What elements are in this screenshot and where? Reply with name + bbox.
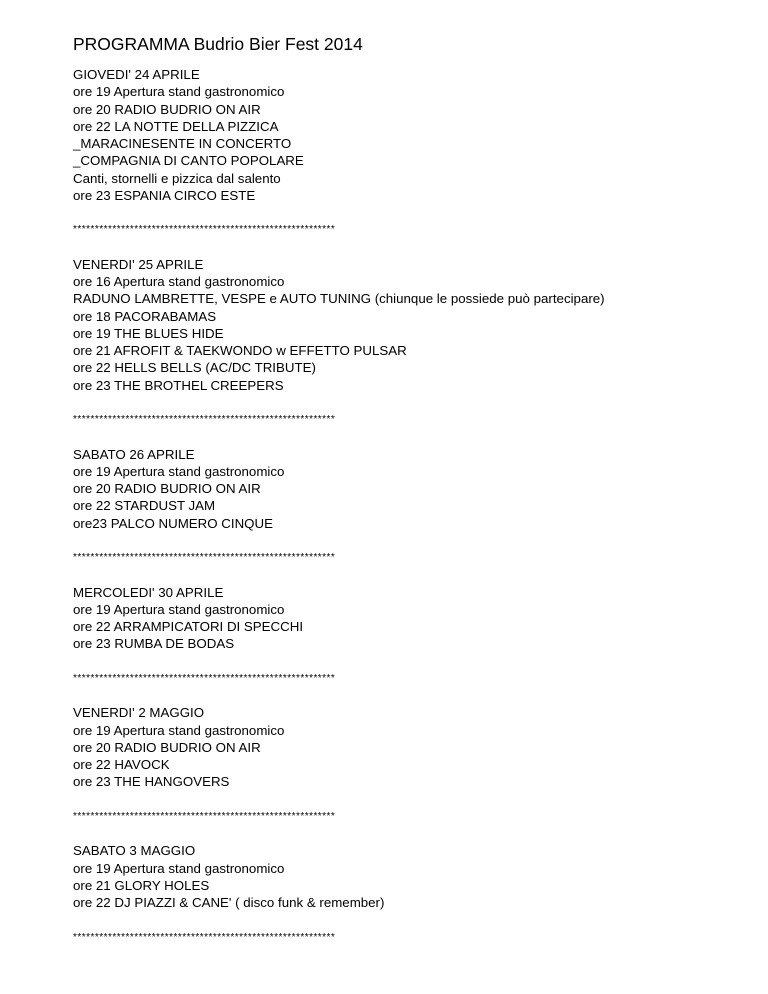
schedule-line: ore 22 ARRAMPICATORI DI SPECCHI [73, 619, 304, 634]
schedule-line: ore 18 PACORABAMAS [73, 308, 217, 324]
day-heading: SABATO 26 APRILE [73, 446, 195, 462]
schedule-line: ore 23 RUMBA DE BODAS [73, 636, 235, 652]
schedule-line: ore 19 THE BLUES HIDE [73, 325, 224, 341]
schedule-line: ore 23 ESPANIA CIRCO ESTE [73, 187, 256, 203]
day-section-venerdi-25-aprile [73, 256, 753, 394]
schedule-line: ore 19 Apertura stand gastronomico [73, 601, 285, 617]
blank-line [73, 566, 753, 583]
day-section-sabato-26-aprile [73, 446, 753, 532]
day-heading: MERCOLEDI' 30 APRILE [73, 584, 224, 600]
separator-line: ************************************************************ [73, 224, 336, 236]
schedule-line: ore 22 HELLS BELLS (AC/DC TRIBUTE) [73, 360, 316, 376]
separator-line: ************************************************************ [73, 414, 336, 425]
blank-line [73, 394, 753, 411]
schedule-line: _COMPAGNIA DI CANTO POPOLARE [73, 153, 304, 169]
separator-line: ************************************************************ [73, 672, 336, 684]
blank-line [73, 911, 753, 928]
schedule-line: ore 22 DJ PIAZZI & CANE' ( disco funk & remember) [73, 895, 385, 910]
blank-line [73, 653, 753, 670]
blank-line [73, 532, 753, 549]
document-page [73, 34, 753, 946]
schedule-line: ore 16 Apertura stand gastronomico [73, 274, 285, 289]
schedule-line: ore 19 Apertura stand gastronomico [73, 860, 285, 876]
day-section-mercoledi-30-aprile [73, 584, 753, 653]
schedule-line: ore 21 AFROFIT & TAEKWONDO w EFFETTO PULSAR [73, 343, 407, 358]
schedule-line: ore 22 STARDUST JAM [73, 498, 216, 514]
schedule-line: ore 21 GLORY HOLES [73, 877, 210, 893]
day-section-venerdi-2-maggio [73, 704, 753, 790]
day-heading: SABATO 3 MAGGIO [73, 843, 196, 859]
blank-line [73, 825, 753, 842]
schedule-line: ore 23 THE BROTHEL CREEPERS [73, 377, 284, 393]
schedule-line: ore 20 RADIO BUDRIO ON AIR [73, 481, 261, 496]
blank-line [73, 239, 753, 256]
document-title: PROGRAMMA Budrio Bier Fest 2014 [73, 34, 363, 54]
schedule-line: ore23 PALCO NUMERO CINQUE [73, 515, 273, 531]
day-heading: GIOVEDI' 24 APRILE [73, 67, 200, 82]
day-heading: VENERDI' 25 APRILE [73, 256, 204, 272]
schedule-line: ore 23 THE HANGOVERS [73, 774, 230, 790]
separator-line: ************************************************************ [73, 810, 336, 822]
day-section-giovedi-24-aprile [73, 66, 753, 204]
schedule-line: ore 19 Apertura stand gastronomico [73, 722, 285, 738]
blank-line [73, 687, 753, 704]
schedule-line: Canti, stornelli e pizzica dal salento [73, 170, 281, 186]
separator-line: ************************************************************ [73, 931, 336, 943]
schedule-line: ore 19 Apertura stand gastronomico [73, 84, 285, 100]
schedule-line: ore 20 RADIO BUDRIO ON AIR [73, 739, 261, 755]
separator-line: ************************************************************ [73, 552, 336, 563]
schedule-line: ore 20 RADIO BUDRIO ON AIR [73, 101, 261, 117]
schedule-line: ore 22 LA NOTTE DELLA PIZZICA [73, 118, 279, 134]
schedule-line: RADUNO LAMBRETTE, VESPE e AUTO TUNING (chiunque le possiede può partecipare) [73, 291, 605, 307]
schedule-line: ore 19 Apertura stand gastronomico [73, 463, 285, 479]
blank-line [73, 791, 753, 808]
blank-line [73, 204, 753, 221]
day-section-sabato-3-maggio [73, 842, 753, 911]
blank-line [73, 428, 753, 445]
schedule-line: ore 22 HAVOCK [73, 757, 170, 772]
schedule-line: _MARACINESENTE IN CONCERTO [73, 136, 292, 151]
day-heading: VENERDI' 2 MAGGIO [73, 705, 205, 721]
